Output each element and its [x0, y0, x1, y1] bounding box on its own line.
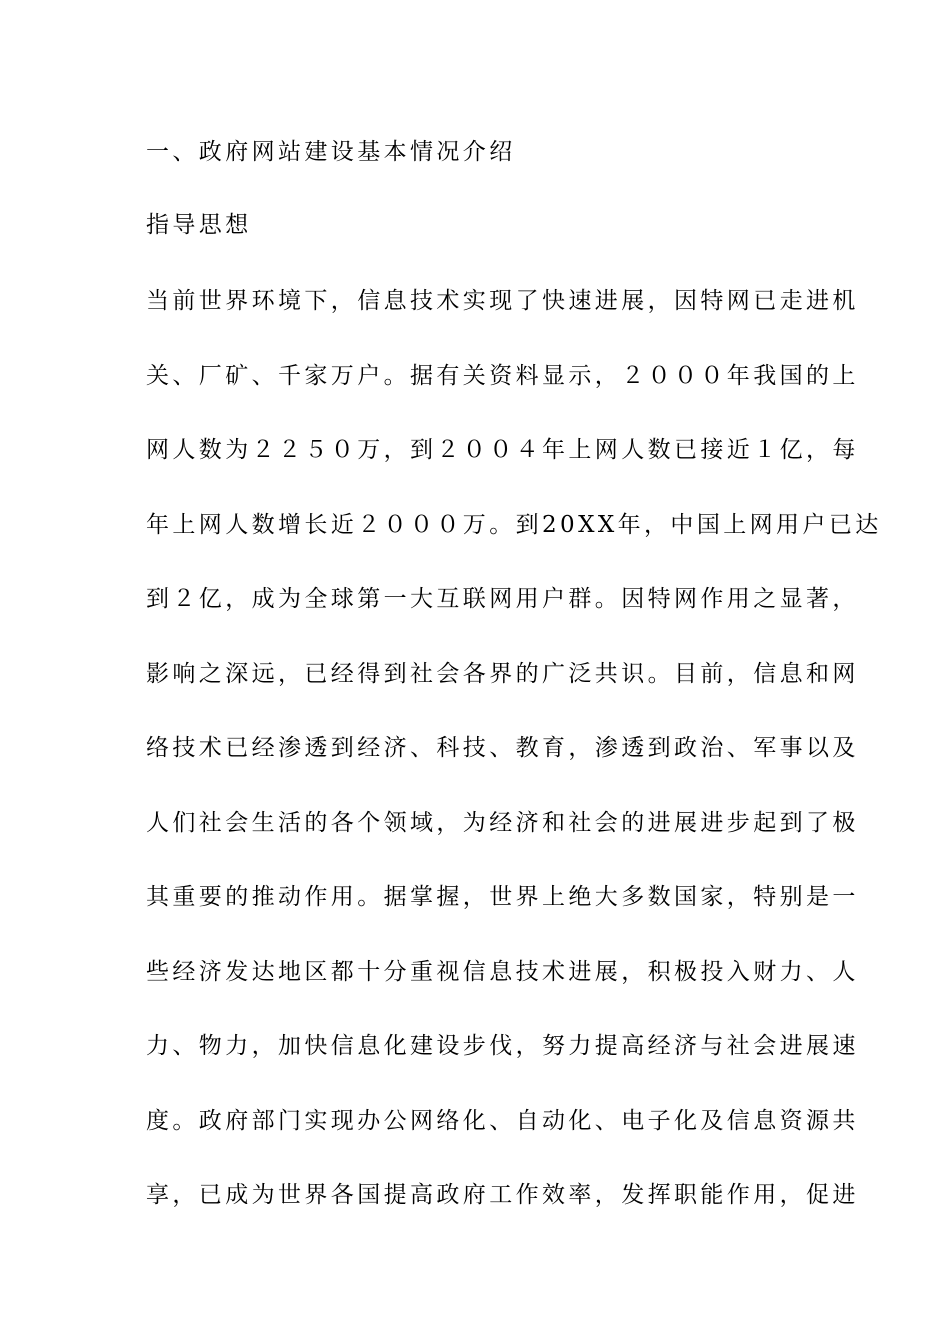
paragraph-line: 网人数为２２５０万，到２００４年上网人数已接近１亿，每 — [146, 437, 859, 463]
paragraph-line: 度。政府部门实现办公网络化、自动化、电子化及信息资源共 — [146, 1108, 859, 1134]
paragraph-line: 年上网人数增长近２０００万。到20XX年，中国上网用户已达 — [146, 512, 882, 538]
paragraph-line: 人们社会生活的各个领域，为经济和社会的进展进步起到了极 — [146, 810, 859, 836]
paragraph-line: 其重要的推动作用。据掌握，世界上绝大多数国家，特别是一 — [146, 884, 859, 910]
paragraph-line: 到２亿，成为全球第一大互联网用户群。因特网作用之显著， — [146, 586, 859, 612]
paragraph-line: 关、厂矿、千家万户。据有关资料显示，２０００年我国的上 — [146, 363, 859, 389]
paragraph-line: 当前世界环境下，信息技术实现了快速进展，因特网已走进机 — [146, 288, 859, 314]
paragraph-line: 影响之深远，已经得到社会各界的广泛共识。目前，信息和网 — [146, 661, 859, 687]
section-heading: 一、政府网站建设基本情况介绍 — [146, 139, 516, 165]
paragraph-line: 些经济发达地区都十分重视信息技术进展，积极投入财力、人 — [146, 959, 859, 985]
subheading: 指导思想 — [146, 212, 252, 238]
paragraph-line: 享，已成为世界各国提高政府工作效率，发挥职能作用，促进 — [146, 1182, 859, 1208]
paragraph-line: 力、物力，加快信息化建设步伐，努力提高经济与社会进展速 — [146, 1033, 859, 1059]
paragraph-line: 络技术已经渗透到经济、科技、教育，渗透到政治、军事以及 — [146, 735, 859, 761]
